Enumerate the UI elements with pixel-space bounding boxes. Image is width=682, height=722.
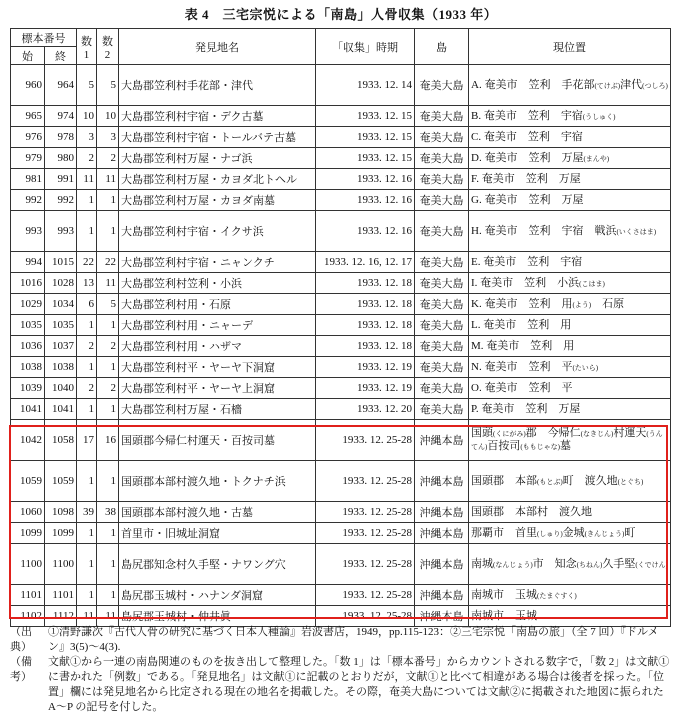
count2-cell: 3 [97,127,119,148]
island-cell: 奄美大島 [415,127,469,148]
location-text: 那覇市 首里 [471,526,537,539]
header-place: 発見地名 [119,29,316,65]
end-no-cell: 1098 [45,502,77,523]
reading-text: (ちねん) [576,560,603,569]
current-location-cell [469,399,671,420]
place-name-cell: 国頭郡本部村渡久地・トクナチ浜 [119,461,316,502]
place-name-cell: 国頭郡今帰仁村運天・百按司墓 [119,420,316,461]
start-no-cell: 1035 [11,315,45,336]
start-no-cell: 1038 [11,357,45,378]
collection-date-cell: 1933. 12. 25-28 [316,461,415,502]
location-text: E. 奄美市 笠利 宇宿 [471,256,583,268]
start-no-cell: 1042 [11,420,45,461]
end-no-cell: 980 [45,148,77,169]
table-row [11,252,671,273]
current-location-cell [469,169,671,190]
location-text: 石原 [591,297,625,310]
count2-cell: 11 [97,606,119,627]
count2-cell: 1 [97,399,119,420]
location-text: 国頭郡 本部 [471,474,537,487]
start-no-cell: 1016 [11,273,45,294]
place-name-cell: 大島郡笠利村笠利・小浜 [119,273,316,294]
specimen-table [10,28,671,627]
count1-cell: 2 [77,336,97,357]
current-location-cell [469,106,671,127]
count1-cell: 1 [77,523,97,544]
place-name-cell: 島尻郡知念村久手堅・ナワング穴 [119,544,316,585]
current-location-cell [469,336,671,357]
notes [10,625,674,715]
location-text: 墓 [560,440,572,452]
count1-cell: 6 [77,294,97,315]
count2-cell: 5 [97,294,119,315]
collection-date-cell: 1933. 12. 18 [316,336,415,357]
current-location-cell [469,420,671,461]
current-location-cell [469,606,671,627]
location-text: H. 奄美市 笠利 宇宿 戦浜 [471,224,617,237]
start-no-cell: 979 [11,148,45,169]
count2-cell: 2 [97,378,119,399]
end-no-cell: 1041 [45,399,77,420]
collection-date-cell: 1933. 12. 18 [316,315,415,336]
table-header [11,29,671,65]
end-no-cell: 1040 [45,378,77,399]
island-cell: 奄美大島 [415,190,469,211]
remark-text: 文献①から一連の南島関連のものを抜き出して整理した。「数 1」は「標本番号」からカウントされる数字で，「数 2」は文献①に書かれた「例数」である。「発見地名」は文献①に記載のとおりだが，文献①と比べて相違がある場合は後者を採った。「位置」欄には発見地名から比定される現在の地名を掲載した。その際，奄美大島については文献②に掲載された地図に振られた A〜P の記号を付した。 [48,656,670,713]
island-cell: 奄美大島 [415,148,469,169]
reading-text: (なきじん) [580,430,614,438]
count1-cell: 22 [77,252,97,273]
place-name-cell: 大島郡笠利村万屋・ナゴ浜 [119,148,316,169]
source-text: ①清野謙次『古代人骨の研究に基づく日本人種論』岩波書店，1949，pp.115-123：②三宅宗悦「南島の旅」（全 7 回）『ドルメン』3(5)〜4(3). [48,626,659,653]
count1-cell: 13 [77,273,97,294]
count1-cell: 2 [77,148,97,169]
place-name-cell: 国頭郡本部村渡久地・古墓 [119,502,316,523]
place-name-cell: 島尻郡玉城村・ハナンダ洞窟 [119,585,316,606]
count1-cell: 1 [77,461,97,502]
header-count1: 数 1 [77,29,97,65]
island-cell: 奄美大島 [415,294,469,315]
table-row [11,336,671,357]
collection-date-cell: 1933. 12. 25-28 [316,585,415,606]
end-no-cell: 978 [45,127,77,148]
place-name-cell: 大島郡笠利村用・ハザマ [119,336,316,357]
start-no-cell: 976 [11,127,45,148]
reading-text: (ももじゃな) [520,443,561,451]
start-no-cell: 1029 [11,294,45,315]
location-text: M. 奄美市 笠利 用 [471,340,575,352]
start-no-cell: 992 [11,190,45,211]
start-no-cell: 1099 [11,523,45,544]
table-row [11,148,671,169]
table-row [11,502,671,523]
start-no-cell: 1036 [11,336,45,357]
start-no-cell: 1059 [11,461,45,502]
table-row [11,294,671,315]
table-body [11,65,671,627]
count1-cell: 1 [77,585,97,606]
reading-text: (くでけん) [635,560,669,569]
end-no-cell: 964 [45,65,77,106]
end-no-cell: 991 [45,169,77,190]
table-row [11,106,671,127]
current-location-cell [469,148,671,169]
count2-cell: 1 [97,585,119,606]
end-no-cell: 1112 [45,606,77,627]
header-current: 現位置 [469,29,671,65]
header-island: 島 [415,29,469,65]
remark-label: （備考） [10,656,32,683]
header-start: 始 [11,47,45,65]
reading-text: (つしろ) [642,81,668,90]
end-no-cell: 974 [45,106,77,127]
start-no-cell: 1060 [11,502,45,523]
end-no-cell: 1099 [45,523,77,544]
location-text: 南城 [471,557,493,570]
table-row [11,523,671,544]
count2-cell: 5 [97,65,119,106]
current-location-cell [469,523,671,544]
count2-cell: 1 [97,544,119,585]
start-no-cell: 1100 [11,544,45,585]
start-no-cell: 981 [11,169,45,190]
count2-cell: 1 [97,211,119,252]
count1-cell: 3 [77,127,97,148]
count1-cell: 11 [77,606,97,627]
location-text: I. 奄美市 笠利 小浜 [471,276,580,289]
place-name-cell: 大島郡笠利村万屋・カヨダ南墓 [119,190,316,211]
end-no-cell: 1038 [45,357,77,378]
end-no-cell: 1034 [45,294,77,315]
collection-date-cell: 1933. 12. 18 [316,273,415,294]
location-text: 国頭郡 本部村 渡久地 [471,506,592,518]
start-no-cell: 1041 [11,399,45,420]
header-count2: 数 2 [97,29,119,65]
island-cell: 奄美大島 [415,273,469,294]
reading-text: (たまぐすく) [537,591,577,600]
place-name-cell: 大島郡笠利村宇宿・イクサ浜 [119,211,316,252]
location-text: A. 奄美市 笠利 手花部 [471,78,595,91]
place-name-cell: 大島郡笠利村宇宿・トールバテ古墓 [119,127,316,148]
table-row [11,169,671,190]
count1-cell: 5 [77,65,97,106]
source-label: （出典） [10,626,32,653]
count2-cell: 11 [97,169,119,190]
count2-cell: 1 [97,190,119,211]
remark-note [10,655,674,715]
collection-date-cell: 1933. 12. 25-28 [316,502,415,523]
reading-text: (うしゅく) [582,112,616,121]
count2-cell: 38 [97,502,119,523]
place-name-cell: 大島郡笠利村用・石原 [119,294,316,315]
reading-text: (もとぶ) [537,477,563,486]
location-text: 久手堅 [602,557,636,570]
table-row [11,211,671,252]
island-cell: 奄美大島 [415,378,469,399]
end-no-cell: 1028 [45,273,77,294]
end-no-cell: 1100 [45,544,77,585]
collection-date-cell: 1933. 12. 25-28 [316,544,415,585]
end-no-cell: 1035 [45,315,77,336]
location-text: F. 奄美市 笠利 万屋 [471,173,581,185]
location-text: O. 奄美市 笠利 平 [471,382,573,394]
reading-text: (たいら) [572,363,599,372]
count1-cell: 1 [77,315,97,336]
count2-cell: 2 [97,336,119,357]
island-cell: 沖縄本島 [415,502,469,523]
source-note [10,625,674,655]
location-text: 金城 [562,526,585,539]
end-no-cell: 1101 [45,585,77,606]
count1-cell: 1 [77,211,97,252]
location-text: 国頭 [471,427,493,439]
location-text: 村運天 [613,427,647,439]
island-cell: 奄美大島 [415,169,469,190]
current-location-cell [469,294,671,315]
count2-cell: 1 [97,461,119,502]
start-no-cell: 1101 [11,585,45,606]
collection-date-cell: 1933. 12. 19 [316,378,415,399]
island-cell: 奄美大島 [415,336,469,357]
current-location-cell [469,127,671,148]
current-location-cell [469,502,671,523]
collection-date-cell: 1933. 12. 16 [316,169,415,190]
reading-text: (いくさはま) [616,227,657,236]
island-cell: 奄美大島 [415,357,469,378]
current-location-cell [469,357,671,378]
collection-date-cell: 1933. 12. 14 [316,65,415,106]
current-location-cell [469,252,671,273]
reading-text: (こはま) [579,279,605,288]
current-location-cell [469,190,671,211]
start-no-cell: 1039 [11,378,45,399]
current-location-cell [469,544,671,585]
current-location-cell [469,315,671,336]
end-no-cell: 1059 [45,461,77,502]
location-text: 郡 今帰仁 [525,427,581,439]
count1-cell: 11 [77,169,97,190]
count2-cell: 10 [97,106,119,127]
count1-cell: 1 [77,190,97,211]
location-text: D. 奄美市 笠利 万屋 [471,151,584,164]
island-cell: 沖縄本島 [415,544,469,585]
count1-cell: 1 [77,399,97,420]
count2-cell: 11 [97,273,119,294]
header-specimen-no: 標本番号 [11,29,77,47]
current-location-cell [469,585,671,606]
table-title: 表 4 三宅宗悦による「南島」人骨収集（1933 年） [184,7,498,22]
count2-cell: 1 [97,357,119,378]
count1-cell: 2 [77,378,97,399]
place-name-cell: 大島郡笠利村手花部・津代 [119,65,316,106]
table-row [11,378,671,399]
location-text: K. 奄美市 笠利 用 [471,297,573,310]
count2-cell: 1 [97,315,119,336]
place-name-cell: 大島郡笠利村宇宿・デク古墓 [119,106,316,127]
reading-text: (とぐち) [617,477,644,486]
end-no-cell: 1058 [45,420,77,461]
count1-cell: 17 [77,420,97,461]
current-location-cell [469,65,671,106]
collection-date-cell: 1933. 12. 15 [316,148,415,169]
collection-date-cell: 1933. 12. 15 [316,127,415,148]
reading-text: (てけぶ) [594,81,621,90]
location-text: 南城市 玉城 [471,610,537,622]
collection-date-cell: 1933. 12. 15 [316,106,415,127]
island-cell: 奄美大島 [415,252,469,273]
end-no-cell: 1037 [45,336,77,357]
location-text: G. 奄美市 笠利 万屋 [471,194,584,206]
table-row [11,420,671,461]
place-name-cell: 大島郡笠利村万屋・石檣 [119,399,316,420]
island-cell: 沖縄本島 [415,606,469,627]
reading-text: (くにがみ) [493,430,526,438]
island-cell: 沖縄本島 [415,585,469,606]
place-name-cell: 大島郡笠利村平・ヤーヤ上洞窟 [119,378,316,399]
reading-text: (しゅり) [537,529,563,538]
table-row [11,399,671,420]
location-text: L. 奄美市 笠利 用 [471,319,572,331]
count2-cell: 22 [97,252,119,273]
island-cell: 沖縄本島 [415,523,469,544]
location-text: 町 渡久地 [562,474,618,487]
collection-date-cell: 1933. 12. 18 [316,294,415,315]
reading-text: (よう) [572,300,592,309]
count1-cell: 10 [77,106,97,127]
location-text: N. 奄美市 笠利 平 [471,360,573,373]
reading-text: (きんじょう) [584,529,625,538]
start-no-cell: 994 [11,252,45,273]
island-cell: 奄美大島 [415,211,469,252]
current-location-cell [469,461,671,502]
place-name-cell: 大島郡笠利村宇宿・ニャンクチ [119,252,316,273]
table-row [11,315,671,336]
collection-date-cell: 1933. 12. 16 [316,211,415,252]
count2-cell: 2 [97,148,119,169]
place-name-cell: 首里市・旧城址洞窟 [119,523,316,544]
collection-date-cell: 1933. 12. 25-28 [316,606,415,627]
start-no-cell: 1102 [11,606,45,627]
table-row [11,190,671,211]
reading-text: (まんや) [583,154,610,163]
header-end: 終 [45,47,77,65]
end-no-cell: 993 [45,211,77,252]
collection-date-cell: 1933. 12. 25-28 [316,523,415,544]
table-row [11,273,671,294]
island-cell: 奄美大島 [415,315,469,336]
count2-cell: 16 [97,420,119,461]
table-row [11,585,671,606]
count1-cell: 39 [77,502,97,523]
location-text: B. 奄美市 笠利 宇宿 [471,109,583,122]
reading-text: (なんじょう) [493,560,533,569]
location-text: 市 知念 [532,557,577,570]
place-name-cell: 島尻郡玉城村・仲井眞 [119,606,316,627]
current-location-cell [469,378,671,399]
location-text: 南城市 玉城 [471,588,537,601]
count2-cell: 1 [97,523,119,544]
end-no-cell: 1015 [45,252,77,273]
reading-text: (うんてん) [471,430,663,451]
current-location-cell [469,211,671,252]
island-cell: 奄美大島 [415,106,469,127]
location-text: P. 奄美市 笠利 万屋 [471,403,581,415]
count1-cell: 1 [77,357,97,378]
current-location-cell [469,273,671,294]
island-cell: 奄美大島 [415,65,469,106]
collection-date-cell: 1933. 12. 16, 12. 17 [316,252,415,273]
table-row [11,65,671,106]
collection-date-cell: 1933. 12. 16 [316,190,415,211]
end-no-cell: 992 [45,190,77,211]
collection-date-cell: 1933. 12. 25-28 [316,420,415,461]
location-text: 町 [624,526,636,539]
location-text: 百按司 [487,440,521,452]
header-period: 「収集」時期 [316,29,415,65]
table-row [11,544,671,585]
collection-date-cell: 1933. 12. 20 [316,399,415,420]
place-name-cell: 大島郡笠利村平・ヤーヤ下洞窟 [119,357,316,378]
count1-cell: 1 [77,544,97,585]
start-no-cell: 960 [11,65,45,106]
island-cell: 奄美大島 [415,399,469,420]
start-no-cell: 965 [11,106,45,127]
island-cell: 沖縄本島 [415,420,469,461]
place-name-cell: 大島郡笠利村万屋・カヨダ北トヘル [119,169,316,190]
location-text: C. 奄美市 笠利 宇宿 [471,131,583,143]
table-row [11,461,671,502]
place-name-cell: 大島郡笠利村用・ニャーデ [119,315,316,336]
table-row [11,357,671,378]
table-row [11,127,671,148]
start-no-cell: 993 [11,211,45,252]
table-row [11,606,671,627]
island-cell: 沖縄本島 [415,461,469,502]
collection-date-cell: 1933. 12. 19 [316,357,415,378]
location-text: 津代 [620,78,643,91]
